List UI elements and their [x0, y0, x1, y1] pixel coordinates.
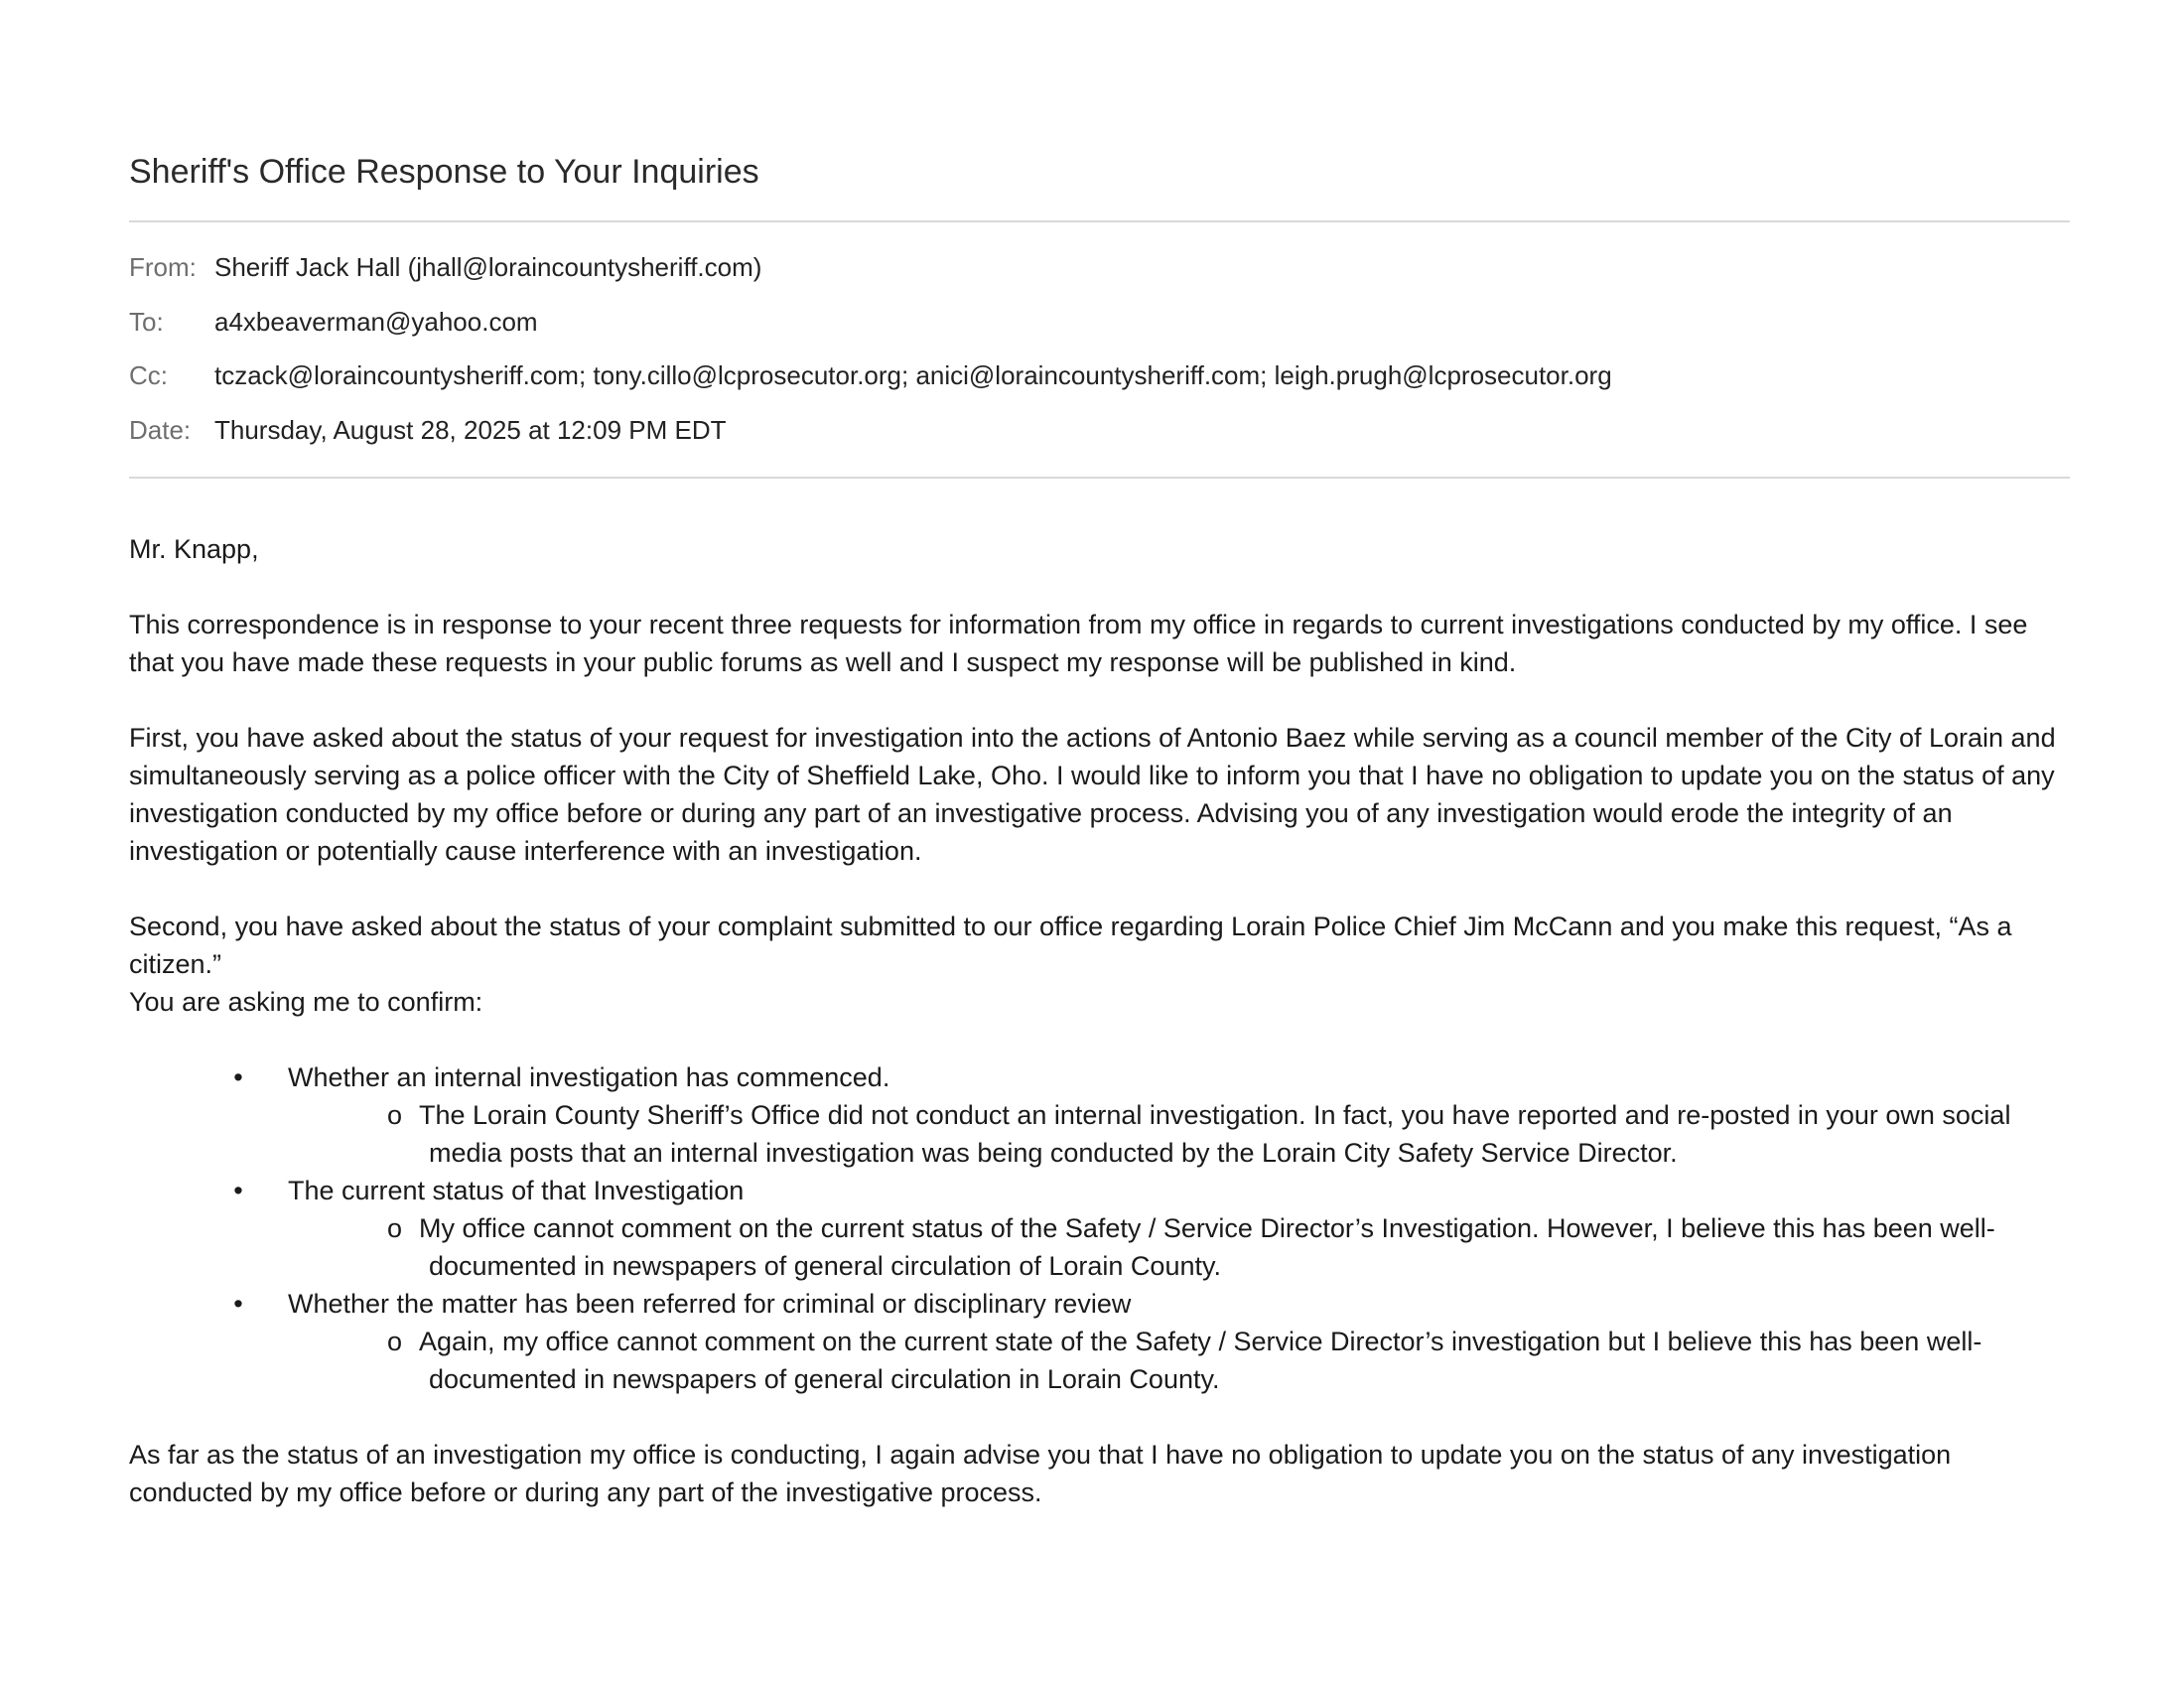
sub-item-text: The Lorain County Sheriff’s Office did not conduct an internal investigation. In fact, you have reported and re-posted in your own social media posts that an internal investigation was being conducted by the Lorain City Safety Service Director.: [419, 1100, 2011, 1168]
list-subitem: [129, 1096, 2070, 1172]
email-body: [129, 530, 2070, 1511]
list-item-text: Whether an internal investigation has commenced.: [288, 1062, 890, 1092]
confirmation-list: [129, 1058, 2070, 1398]
bullet-marker: •: [233, 1176, 243, 1205]
date-label: Date:: [129, 414, 192, 445]
list-item: [129, 1058, 2070, 1096]
list-item-text: The current status of that Investigation: [288, 1176, 745, 1205]
greeting: Mr. Knapp,: [129, 534, 259, 564]
email-document: [129, 147, 2070, 1549]
header-row-from: [129, 240, 2070, 295]
to-label: To:: [129, 306, 164, 337]
header-divider-bottom: [129, 477, 2070, 479]
bullet-marker: •: [233, 1062, 243, 1092]
list-item: [129, 1172, 2070, 1209]
header-row-to: [129, 295, 2070, 350]
list-subitem: [129, 1323, 2070, 1398]
header-row-cc: [129, 349, 2070, 403]
sub-item-text: My office cannot comment on the current status of the Safety / Service Director’s Investigation. However, I believe this has been well-documented in newspapers of general circulation of Lorain County.: [419, 1213, 1995, 1281]
list-item: [129, 1285, 2070, 1323]
paragraph-second: Second, you have asked about the status of your complaint submitted to our office regarding Lorain Police Chief Jim McCann and you make this request, “As a citizen.”: [129, 912, 2012, 979]
sub-bullet-marker: o: [387, 1327, 403, 1356]
sub-bullet-marker: o: [387, 1100, 403, 1130]
list-item-text: Whether the matter has been referred for criminal or disciplinary review: [288, 1289, 1132, 1319]
sub-item: [387, 1323, 2070, 1398]
email-headers: [129, 240, 2070, 457]
paragraph-first: First, you have asked about the status of your request for investigation into the actions of Antonio Baez while serving as a council member of the City of Lorain and simultaneously serving as a police officer with the City of Sheffield Lake, Oho. I would like to inform you that I have no obligation to update you on the status of any investigation conducted by my office before or during any part of an investigative process. Advising you of any investigation would erode the integrity of an investigation or potentially cause interference with an investigation.: [129, 723, 2056, 866]
sub-bullet-marker: o: [387, 1213, 403, 1243]
date-value: Thursday, August 28, 2025 at 12:09 PM EDT: [214, 414, 727, 445]
from-label: From:: [129, 252, 197, 282]
email-subject: Sheriff's Office Response to Your Inquiries: [129, 153, 759, 191]
sub-item-text: Again, my office cannot comment on the current state of the Safety / Service Director’s investigation but I believe this has been well-documented in newspapers of general circulation in Lorain County.: [419, 1327, 1982, 1394]
from-value: Sheriff Jack Hall (jhall@loraincountysheriff.com): [214, 252, 762, 282]
to-value: a4xbeaverman@yahoo.com: [214, 306, 538, 337]
paragraph-intro: This correspondence is in response to your recent three requests for information from my office in regards to current investigations conducted by my office. I see that you have made these requests in your public forums as well and I suspect my response will be published in kind.: [129, 610, 2028, 677]
bullet-marker: •: [233, 1289, 243, 1319]
paragraph-closing: As far as the status of an investigation my office is conducting, I again advise you that I have no obligation to update you on the status of any investigation conducted by my office before or during any part of the investigative process.: [129, 1440, 1952, 1507]
cc-value: tczack@loraincountysheriff.com; tony.cillo@lcprosecutor.org; anici@loraincountysheriff.com; leigh.prugh@lcprosecutor.org: [214, 360, 1612, 390]
sub-item: [387, 1096, 2070, 1172]
list-subitem: [129, 1209, 2070, 1285]
sub-item: [387, 1209, 2070, 1285]
header-divider-top: [129, 220, 2070, 222]
paragraph-confirm-intro: You are asking me to confirm:: [129, 987, 483, 1017]
header-row-date: [129, 403, 2070, 458]
cc-label: Cc:: [129, 360, 168, 390]
